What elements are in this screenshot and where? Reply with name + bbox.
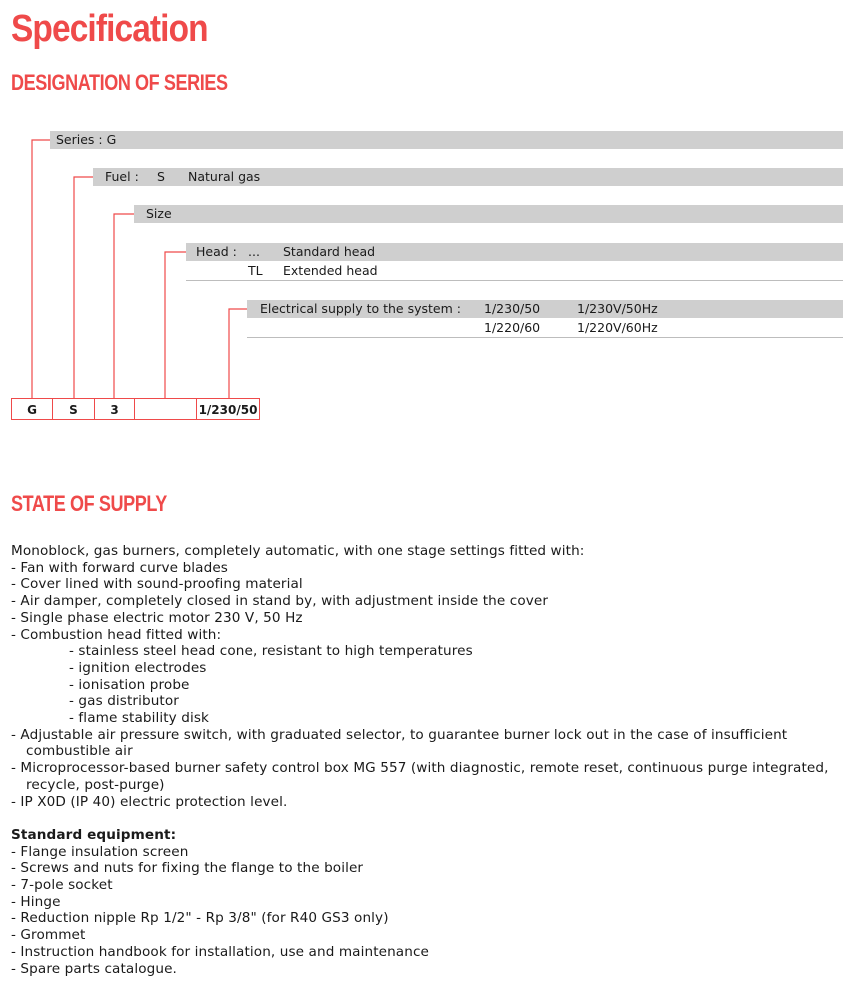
list-item: - Cover lined with sound-proofing material — [11, 576, 303, 593]
list-item: - Screws and nuts for fixing the flange to the boiler — [11, 860, 364, 877]
sub-list-item: - ignition electrodes — [69, 659, 207, 676]
electrical-code-1: 1/230/50 — [484, 301, 541, 316]
list-item: - Hinge — [11, 893, 61, 910]
list-item: - Combustion head fitted with: — [11, 626, 222, 643]
supply-heading: STATE OF SUPPLY — [11, 491, 167, 516]
electrical-name-1: 1/230V/50Hz — [577, 301, 658, 316]
sub-list-item: - ionisation probe — [69, 676, 190, 693]
code-box-fuel: S — [52, 398, 95, 420]
list-item-continuation: combustible air — [26, 743, 133, 760]
list-item: - Fan with forward curve blades — [11, 559, 228, 576]
head-name-standard: Standard head — [283, 244, 376, 259]
list-item: - Reduction nipple Rp 1/2" - Rp 3/8" (for R40 GS3 only) — [11, 910, 389, 927]
list-item: - 7-pole socket — [11, 877, 113, 894]
code-box-electrical: 1/230/50 — [196, 398, 260, 420]
head-row-extended — [186, 262, 843, 281]
designation-heading: DESIGNATION OF SERIES — [11, 70, 228, 95]
list-item: - Adjustable air pressure switch, with graduated selector, to guarantee burner lock out in the case of insufficient — [11, 726, 788, 743]
code-box-size: 3 — [94, 398, 135, 420]
fuel-bar — [93, 168, 843, 186]
supply-intro: Monoblock, gas burners, completely automatic, with one stage settings fitted with: — [11, 543, 585, 559]
fuel-code: S — [157, 169, 165, 184]
electrical-label: Electrical supply to the system : — [260, 301, 461, 316]
list-item: - Spare parts catalogue. — [11, 960, 177, 977]
electrical-row-2 — [247, 319, 843, 338]
fuel-label: Fuel : — [105, 169, 139, 184]
head-label: Head : — [196, 244, 237, 259]
list-item: - Single phase electric motor 230 V, 50 Hz — [11, 609, 303, 626]
standard-equipment-heading: Standard equipment: — [11, 826, 177, 843]
series-label: Series : G — [56, 132, 117, 147]
head-name-extended: Extended head — [283, 263, 378, 278]
list-item: - IP X0D (IP 40) electric protection level. — [11, 793, 288, 810]
electrical-bar — [247, 300, 843, 318]
list-item: - Air damper, completely closed in stand by, with adjustment inside the cover — [11, 593, 549, 610]
size-label: Size — [146, 206, 172, 221]
list-item-continuation: recycle, post-purge) — [26, 776, 165, 793]
series-bar — [50, 131, 843, 149]
electrical-name-2: 1/220V/60Hz — [577, 320, 658, 335]
electrical-code-2: 1/220/60 — [484, 320, 541, 335]
head-code-standard: ... — [248, 244, 260, 259]
list-item: - Flange insulation screen — [11, 843, 189, 860]
page-title: Specification — [11, 8, 208, 50]
fuel-name: Natural gas — [188, 169, 261, 184]
code-box-head — [134, 398, 197, 420]
sub-list-item: - flame stability disk — [69, 710, 210, 727]
sub-list-item: - stainless steel head cone, resistant to high temperatures — [69, 643, 473, 660]
head-code-extended: TL — [248, 263, 263, 278]
head-bar — [186, 243, 843, 261]
state-of-supply-text — [11, 543, 846, 977]
list-item: - Grommet — [11, 927, 86, 944]
list-item: - Instruction handbook for installation, use and maintenance — [11, 943, 429, 960]
code-box-series: G — [11, 398, 53, 420]
list-item: - Microprocessor-based burner safety control box MG 557 (with diagnostic, remote reset, continuous purge integrated, — [11, 760, 829, 777]
sub-list-item: - gas distributor — [69, 693, 179, 710]
size-bar — [134, 205, 843, 223]
